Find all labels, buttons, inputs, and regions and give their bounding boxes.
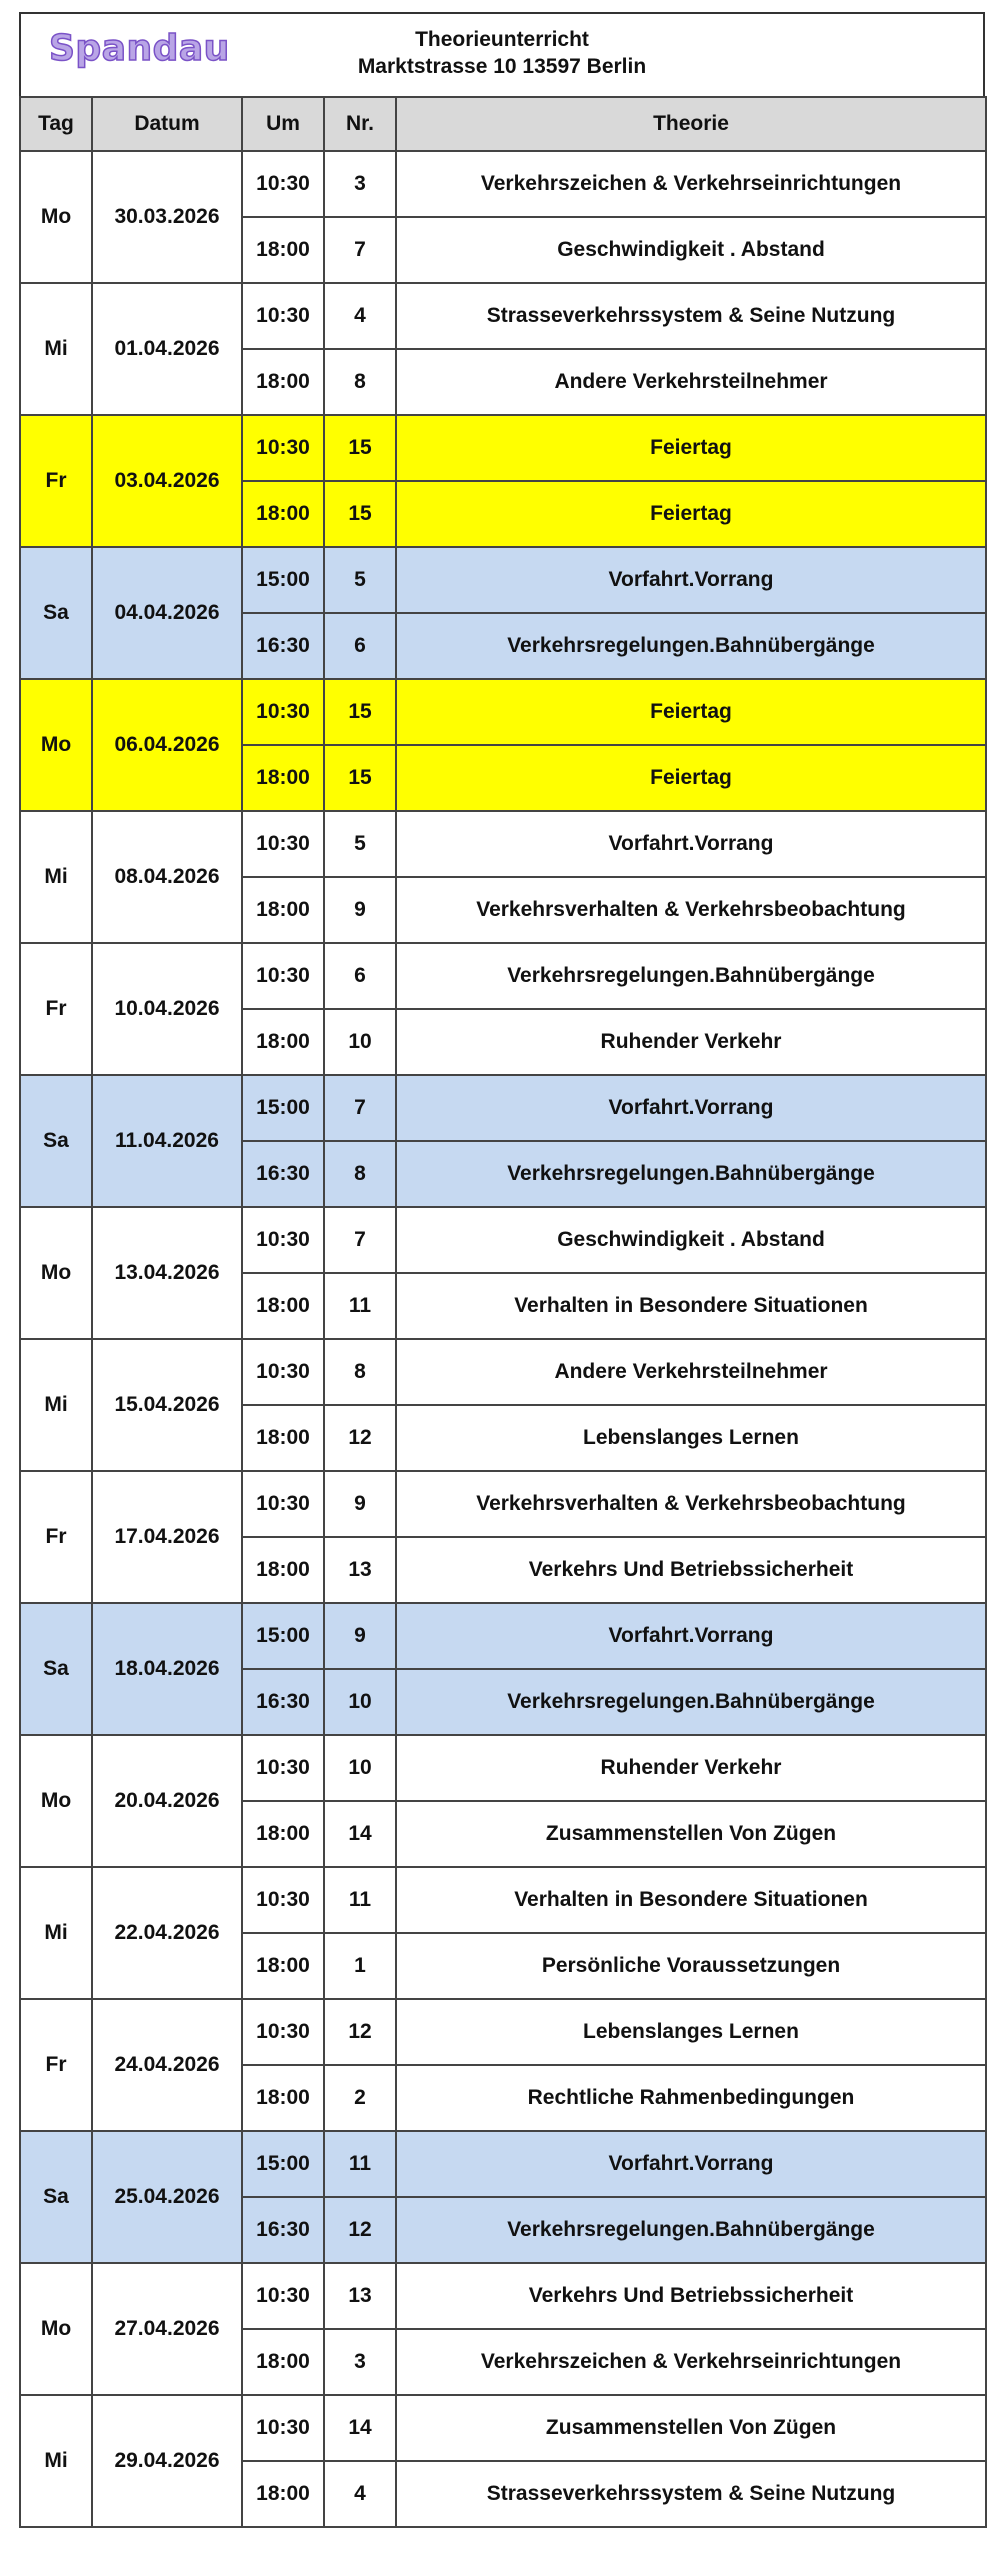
time-cell: 10:30 <box>242 2263 324 2329</box>
time-cell: 15:00 <box>242 547 324 613</box>
schedule-table <box>19 96 987 2528</box>
table-row <box>20 1735 986 1801</box>
topic-cell: Feiertag <box>396 745 986 811</box>
lesson-number-cell: 6 <box>324 613 396 679</box>
date-cell: 30.03.2026 <box>92 151 242 283</box>
day-cell: Mi <box>20 2395 92 2527</box>
time-cell: 18:00 <box>242 481 324 547</box>
lesson-number-cell: 10 <box>324 1009 396 1075</box>
time-cell: 10:30 <box>242 1867 324 1933</box>
lesson-number-cell: 14 <box>324 2395 396 2461</box>
day-cell: Sa <box>20 2131 92 2263</box>
time-cell: 10:30 <box>242 283 324 349</box>
lesson-number-cell: 7 <box>324 1207 396 1273</box>
time-cell: 10:30 <box>242 811 324 877</box>
schedule-page <box>19 12 985 2528</box>
topic-cell: Vorfahrt.Vorrang <box>396 811 986 877</box>
lesson-number-cell: 13 <box>324 1537 396 1603</box>
lesson-number-cell: 12 <box>324 2197 396 2263</box>
time-cell: 18:00 <box>242 2329 324 2395</box>
table-row <box>20 2131 986 2197</box>
time-cell: 10:30 <box>242 415 324 481</box>
day-cell: Fr <box>20 943 92 1075</box>
lesson-number-cell: 15 <box>324 745 396 811</box>
col-header-datum: Datum <box>92 97 242 151</box>
date-cell: 15.04.2026 <box>92 1339 242 1471</box>
time-cell: 18:00 <box>242 2461 324 2527</box>
time-cell: 10:30 <box>242 679 324 745</box>
day-cell: Mo <box>20 151 92 283</box>
table-row <box>20 1075 986 1141</box>
topic-cell: Verkehrsregelungen.Bahnübergänge <box>396 2197 986 2263</box>
time-cell: 10:30 <box>242 2395 324 2461</box>
col-header-nr: Nr. <box>324 97 396 151</box>
day-cell: Mi <box>20 1339 92 1471</box>
topic-cell: Verkehrszeichen & Verkehrseinrichtungen <box>396 151 986 217</box>
time-cell: 18:00 <box>242 1933 324 1999</box>
time-cell: 16:30 <box>242 1669 324 1735</box>
date-cell: 04.04.2026 <box>92 547 242 679</box>
date-cell: 29.04.2026 <box>92 2395 242 2527</box>
time-cell: 15:00 <box>242 2131 324 2197</box>
topic-cell: Verkehrsregelungen.Bahnübergänge <box>396 943 986 1009</box>
lesson-number-cell: 15 <box>324 481 396 547</box>
lesson-number-cell: 3 <box>324 2329 396 2395</box>
table-row <box>20 1867 986 1933</box>
lesson-number-cell: 2 <box>324 2065 396 2131</box>
day-cell: Sa <box>20 547 92 679</box>
table-row <box>20 1471 986 1537</box>
lesson-number-cell: 7 <box>324 217 396 283</box>
day-cell: Fr <box>20 415 92 547</box>
table-row <box>20 1339 986 1405</box>
topic-cell: Vorfahrt.Vorrang <box>396 1603 986 1669</box>
table-row <box>20 811 986 877</box>
column-header-row <box>20 97 986 151</box>
topic-cell: Zusammenstellen Von Zügen <box>396 2395 986 2461</box>
lesson-number-cell: 10 <box>324 1669 396 1735</box>
spandau-logo: Spandau <box>49 28 230 69</box>
address: Marktstrasse 10 13597 Berlin <box>357 55 647 78</box>
day-cell: Sa <box>20 1075 92 1207</box>
table-row <box>20 943 986 1009</box>
topic-cell: Verkehrsregelungen.Bahnübergänge <box>396 1141 986 1207</box>
date-cell: 22.04.2026 <box>92 1867 242 1999</box>
table-row <box>20 1207 986 1273</box>
topic-cell: Verkehrszeichen & Verkehrseinrichtungen <box>396 2329 986 2395</box>
lesson-number-cell: 1 <box>324 1933 396 1999</box>
day-cell: Fr <box>20 1999 92 2131</box>
day-cell: Mo <box>20 2263 92 2395</box>
day-cell: Mi <box>20 1867 92 1999</box>
lesson-number-cell: 15 <box>324 415 396 481</box>
time-cell: 18:00 <box>242 1537 324 1603</box>
time-cell: 16:30 <box>242 2197 324 2263</box>
topic-cell: Verkehrsverhalten & Verkehrsbeobachtung <box>396 877 986 943</box>
topic-cell: Strasseverkehrssystem & Seine Nutzung <box>396 283 986 349</box>
topic-cell: Feiertag <box>396 481 986 547</box>
lesson-number-cell: 9 <box>324 877 396 943</box>
topic-cell: Persönliche Voraussetzungen <box>396 1933 986 1999</box>
time-cell: 10:30 <box>242 1999 324 2065</box>
schedule-body <box>20 151 986 2527</box>
col-header-theorie: Theorie <box>396 97 986 151</box>
topic-cell: Vorfahrt.Vorrang <box>396 2131 986 2197</box>
topic-cell: Strasseverkehrssystem & Seine Nutzung <box>396 2461 986 2527</box>
page-title: Theorieunterricht <box>415 28 589 51</box>
table-row <box>20 1603 986 1669</box>
time-cell: 10:30 <box>242 1735 324 1801</box>
time-cell: 18:00 <box>242 1273 324 1339</box>
time-cell: 18:00 <box>242 2065 324 2131</box>
lesson-number-cell: 3 <box>324 151 396 217</box>
col-header-tag: Tag <box>20 97 92 151</box>
table-row <box>20 283 986 349</box>
table-row <box>20 547 986 613</box>
time-cell: 10:30 <box>242 943 324 1009</box>
date-cell: 13.04.2026 <box>92 1207 242 1339</box>
time-cell: 18:00 <box>242 1801 324 1867</box>
lesson-number-cell: 14 <box>324 1801 396 1867</box>
date-cell: 01.04.2026 <box>92 283 242 415</box>
topic-cell: Geschwindigkeit . Abstand <box>396 1207 986 1273</box>
lesson-number-cell: 4 <box>324 2461 396 2527</box>
lesson-number-cell: 4 <box>324 283 396 349</box>
topic-cell: Feiertag <box>396 679 986 745</box>
lesson-number-cell: 8 <box>324 1141 396 1207</box>
topic-cell: Verhalten in Besondere Situationen <box>396 1273 986 1339</box>
lesson-number-cell: 5 <box>324 547 396 613</box>
time-cell: 16:30 <box>242 1141 324 1207</box>
time-cell: 18:00 <box>242 1009 324 1075</box>
time-cell: 18:00 <box>242 217 324 283</box>
table-row <box>20 2263 986 2329</box>
date-cell: 11.04.2026 <box>92 1075 242 1207</box>
lesson-number-cell: 6 <box>324 943 396 1009</box>
date-cell: 24.04.2026 <box>92 1999 242 2131</box>
topic-cell: Verkehrsregelungen.Bahnübergänge <box>396 613 986 679</box>
day-cell: Mo <box>20 1735 92 1867</box>
table-row <box>20 679 986 745</box>
time-cell: 10:30 <box>242 1471 324 1537</box>
lesson-number-cell: 5 <box>324 811 396 877</box>
day-cell: Mi <box>20 283 92 415</box>
topic-cell: Vorfahrt.Vorrang <box>396 547 986 613</box>
time-cell: 10:30 <box>242 151 324 217</box>
day-cell: Mi <box>20 811 92 943</box>
lesson-number-cell: 10 <box>324 1735 396 1801</box>
lesson-number-cell: 8 <box>324 349 396 415</box>
topic-cell: Geschwindigkeit . Abstand <box>396 217 986 283</box>
lesson-number-cell: 11 <box>324 1273 396 1339</box>
lesson-number-cell: 11 <box>324 1867 396 1933</box>
title-block <box>21 26 983 80</box>
lesson-number-cell: 8 <box>324 1339 396 1405</box>
topic-cell: Lebenslanges Lernen <box>396 1405 986 1471</box>
date-cell: 08.04.2026 <box>92 811 242 943</box>
lesson-number-cell: 11 <box>324 2131 396 2197</box>
date-cell: 03.04.2026 <box>92 415 242 547</box>
day-cell: Mo <box>20 679 92 811</box>
topic-cell: Lebenslanges Lernen <box>396 1999 986 2065</box>
day-cell: Mo <box>20 1207 92 1339</box>
topic-cell: Andere Verkehrsteilnehmer <box>396 349 986 415</box>
time-cell: 18:00 <box>242 349 324 415</box>
topic-cell: Verkehrsregelungen.Bahnübergänge <box>396 1669 986 1735</box>
day-cell: Sa <box>20 1603 92 1735</box>
lesson-number-cell: 9 <box>324 1471 396 1537</box>
lesson-number-cell: 12 <box>324 1405 396 1471</box>
lesson-number-cell: 15 <box>324 679 396 745</box>
table-row <box>20 151 986 217</box>
time-cell: 10:30 <box>242 1207 324 1273</box>
date-cell: 10.04.2026 <box>92 943 242 1075</box>
topic-cell: Zusammenstellen Von Zügen <box>396 1801 986 1867</box>
table-row <box>20 415 986 481</box>
date-cell: 06.04.2026 <box>92 679 242 811</box>
topic-cell: Ruhender Verkehr <box>396 1009 986 1075</box>
lesson-number-cell: 12 <box>324 1999 396 2065</box>
table-row <box>20 2395 986 2461</box>
table-row <box>20 1999 986 2065</box>
lesson-number-cell: 9 <box>324 1603 396 1669</box>
topic-cell: Ruhender Verkehr <box>396 1735 986 1801</box>
time-cell: 15:00 <box>242 1075 324 1141</box>
date-cell: 25.04.2026 <box>92 2131 242 2263</box>
time-cell: 18:00 <box>242 877 324 943</box>
date-cell: 27.04.2026 <box>92 2263 242 2395</box>
time-cell: 18:00 <box>242 745 324 811</box>
lesson-number-cell: 7 <box>324 1075 396 1141</box>
topic-cell: Verhalten in Besondere Situationen <box>396 1867 986 1933</box>
schedule-header <box>19 12 985 96</box>
date-cell: 18.04.2026 <box>92 1603 242 1735</box>
date-cell: 17.04.2026 <box>92 1471 242 1603</box>
time-cell: 16:30 <box>242 613 324 679</box>
date-cell: 20.04.2026 <box>92 1735 242 1867</box>
time-cell: 15:00 <box>242 1603 324 1669</box>
topic-cell: Andere Verkehrsteilnehmer <box>396 1339 986 1405</box>
topic-cell: Verkehrs Und Betriebssicherheit <box>396 2263 986 2329</box>
lesson-number-cell: 13 <box>324 2263 396 2329</box>
col-header-um: Um <box>242 97 324 151</box>
topic-cell: Verkehrsverhalten & Verkehrsbeobachtung <box>396 1471 986 1537</box>
topic-cell: Feiertag <box>396 415 986 481</box>
time-cell: 10:30 <box>242 1339 324 1405</box>
time-cell: 18:00 <box>242 1405 324 1471</box>
day-cell: Fr <box>20 1471 92 1603</box>
topic-cell: Vorfahrt.Vorrang <box>396 1075 986 1141</box>
topic-cell: Verkehrs Und Betriebssicherheit <box>396 1537 986 1603</box>
topic-cell: Rechtliche Rahmenbedingungen <box>396 2065 986 2131</box>
